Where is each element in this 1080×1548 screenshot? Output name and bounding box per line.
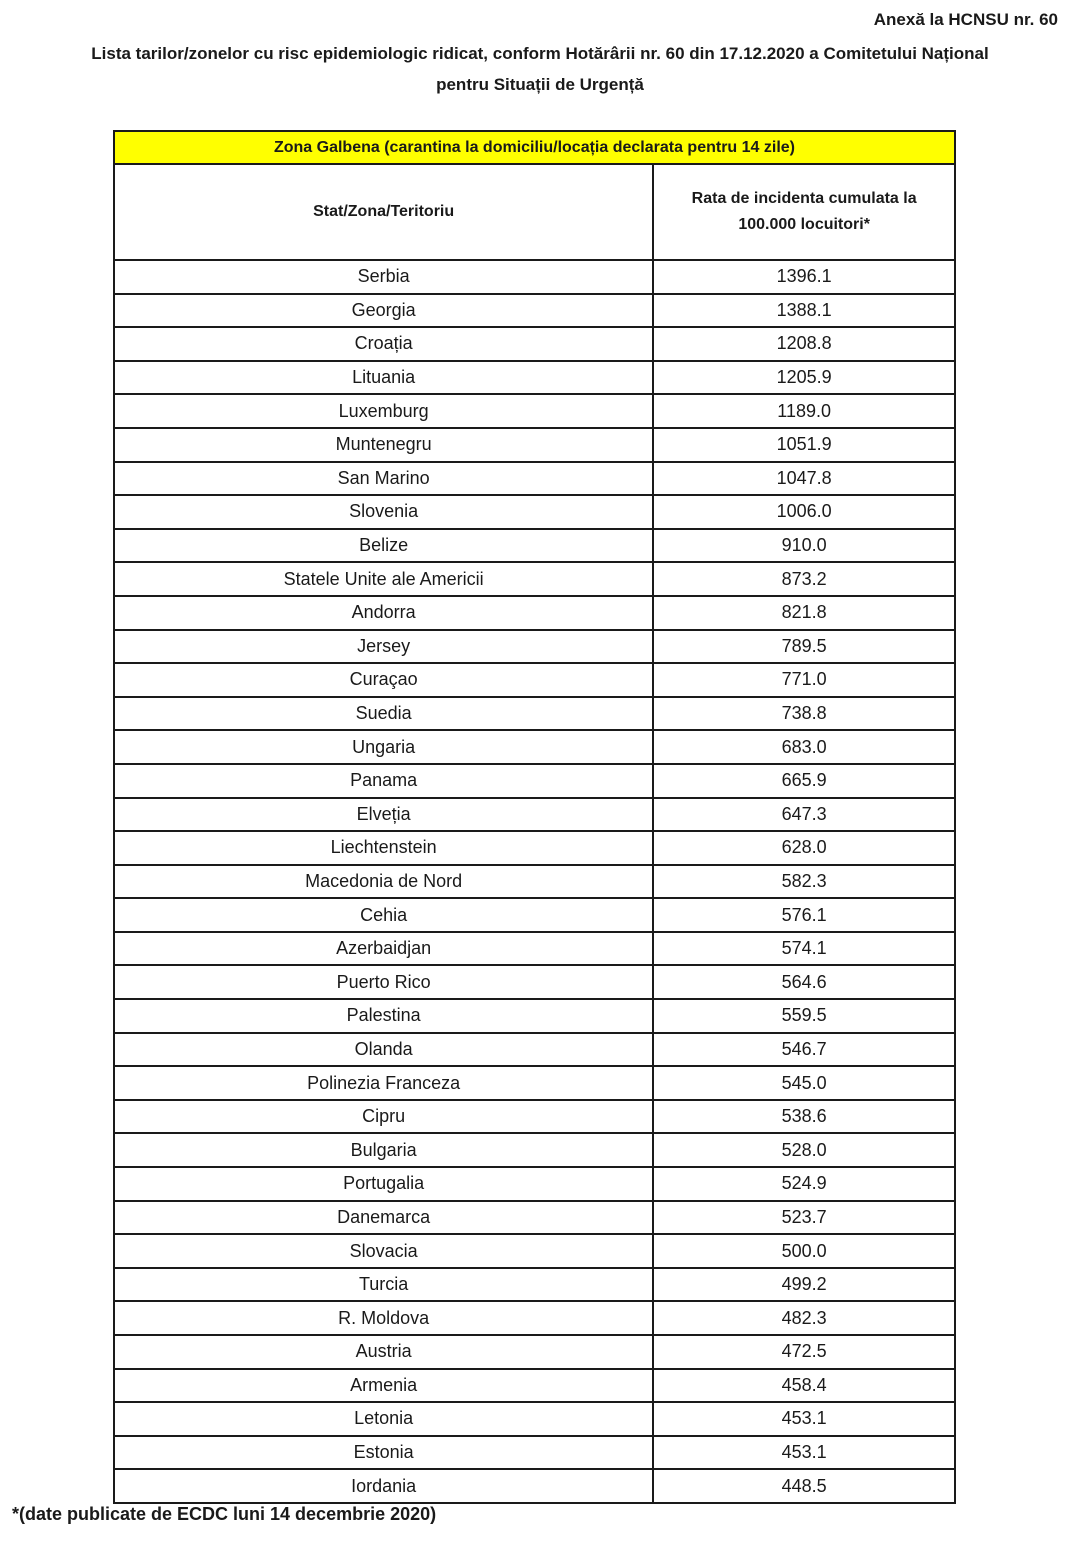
country-cell: Puerto Rico (114, 965, 653, 999)
table-row (114, 361, 955, 395)
rate-cell: 545.0 (653, 1066, 955, 1100)
yellow-zone-table (113, 130, 956, 1504)
rate-cell: 821.8 (653, 596, 955, 630)
country-cell: Luxemburg (114, 394, 653, 428)
rate-cell: 458.4 (653, 1369, 955, 1403)
rate-cell: 574.1 (653, 932, 955, 966)
table-row (114, 1402, 955, 1436)
table-row (114, 965, 955, 999)
table-row (114, 999, 955, 1033)
country-cell: Olanda (114, 1033, 653, 1067)
table-row (114, 932, 955, 966)
table-row (114, 1436, 955, 1470)
country-cell: Panama (114, 764, 653, 798)
rate-cell: 647.3 (653, 798, 955, 832)
rate-cell: 771.0 (653, 663, 955, 697)
table-row (114, 562, 955, 596)
rate-cell: 500.0 (653, 1234, 955, 1268)
country-cell: Statele Unite ale Americii (114, 562, 653, 596)
rate-cell: 559.5 (653, 999, 955, 1033)
table-row (114, 260, 955, 294)
country-cell: R. Moldova (114, 1301, 653, 1335)
table-row (114, 1335, 955, 1369)
country-cell: Georgia (114, 294, 653, 328)
rate-cell: 1051.9 (653, 428, 955, 462)
rate-cell: 448.5 (653, 1469, 955, 1503)
rate-cell: 665.9 (653, 764, 955, 798)
country-cell: Estonia (114, 1436, 653, 1470)
table-row (114, 798, 955, 832)
country-cell: Jersey (114, 630, 653, 664)
rate-cell: 1189.0 (653, 394, 955, 428)
country-cell: Slovacia (114, 1234, 653, 1268)
country-cell: Cipru (114, 1100, 653, 1134)
table-row (114, 1234, 955, 1268)
country-cell: Azerbaidjan (114, 932, 653, 966)
table-row (114, 898, 955, 932)
rate-cell: 738.8 (653, 697, 955, 731)
table-row (114, 1469, 955, 1503)
table-row (114, 663, 955, 697)
rate-header-line-1: Rata de incidenta cumulata la (691, 190, 917, 207)
table-row (114, 495, 955, 529)
country-cell: Portugalia (114, 1167, 653, 1201)
table-row (114, 1201, 955, 1235)
country-cell: Danemarca (114, 1201, 653, 1235)
country-cell: Iordania (114, 1469, 653, 1503)
table-row (114, 730, 955, 764)
country-cell: Polinezia Franceza (114, 1066, 653, 1100)
table-row (114, 1301, 955, 1335)
country-cell: Curaçao (114, 663, 653, 697)
rate-cell: 523.7 (653, 1201, 955, 1235)
rate-cell: 582.3 (653, 865, 955, 899)
rate-cell: 1006.0 (653, 495, 955, 529)
title-line-2: pentru Situații de Urgență (436, 75, 644, 94)
document-title (0, 38, 1080, 100)
table-row (114, 1066, 955, 1100)
country-cell: Croația (114, 327, 653, 361)
table-row (114, 596, 955, 630)
rate-cell: 1388.1 (653, 294, 955, 328)
country-cell: Liechtenstein (114, 831, 653, 865)
title-line-1: Lista tarilor/zonelor cu risc epidemiologic ridicat, conform Hotărârii nr. 60 din 17.12.2020 a Comitetului Național (91, 44, 989, 63)
table-row (114, 462, 955, 496)
country-cell: Letonia (114, 1402, 653, 1436)
table-row (114, 697, 955, 731)
country-cell: Austria (114, 1335, 653, 1369)
table-row (114, 294, 955, 328)
table-row (114, 865, 955, 899)
rate-header-line-2: 100.000 locuitori* (738, 216, 870, 233)
table-body (114, 260, 955, 1503)
zone-header: Zona Galbena (carantina la domiciliu/locația declarata pentru 14 zile) (114, 131, 955, 164)
country-cell: San Marino (114, 462, 653, 496)
rate-cell: 453.1 (653, 1436, 955, 1470)
table-row (114, 428, 955, 462)
rate-cell: 910.0 (653, 529, 955, 563)
table-row (114, 327, 955, 361)
country-cell: Andorra (114, 596, 653, 630)
table-row (114, 831, 955, 865)
country-cell: Palestina (114, 999, 653, 1033)
rate-cell: 546.7 (653, 1033, 955, 1067)
rate-cell: 873.2 (653, 562, 955, 596)
country-cell: Slovenia (114, 495, 653, 529)
country-cell: Cehia (114, 898, 653, 932)
rate-cell: 538.6 (653, 1100, 955, 1134)
country-cell: Elveția (114, 798, 653, 832)
rate-cell: 576.1 (653, 898, 955, 932)
table-row (114, 630, 955, 664)
column-header-country: Stat/Zona/Teritoriu (114, 164, 653, 260)
country-cell: Ungaria (114, 730, 653, 764)
table-row (114, 529, 955, 563)
country-cell: Turcia (114, 1268, 653, 1302)
rate-cell: 453.1 (653, 1402, 955, 1436)
table-row (114, 1133, 955, 1167)
rate-cell: 528.0 (653, 1133, 955, 1167)
table-row (114, 1167, 955, 1201)
column-header-rate (653, 164, 955, 260)
rate-cell: 628.0 (653, 831, 955, 865)
country-cell: Muntenegru (114, 428, 653, 462)
country-cell: Lituania (114, 361, 653, 395)
rate-cell: 482.3 (653, 1301, 955, 1335)
rate-cell: 472.5 (653, 1335, 955, 1369)
rate-cell: 1208.8 (653, 327, 955, 361)
country-cell: Belize (114, 529, 653, 563)
country-cell: Armenia (114, 1369, 653, 1403)
rate-cell: 524.9 (653, 1167, 955, 1201)
country-cell: Suedia (114, 697, 653, 731)
table-row (114, 764, 955, 798)
rate-cell: 499.2 (653, 1268, 955, 1302)
table-row (114, 394, 955, 428)
footnote: *(date publicate de ECDC luni 14 decembrie 2020) (12, 1504, 437, 1524)
country-cell: Serbia (114, 260, 653, 294)
rate-cell: 1047.8 (653, 462, 955, 496)
table-row (114, 1268, 955, 1302)
table-row (114, 1033, 955, 1067)
country-cell: Bulgaria (114, 1133, 653, 1167)
table-row (114, 1100, 955, 1134)
rate-cell: 1205.9 (653, 361, 955, 395)
rate-cell: 789.5 (653, 630, 955, 664)
country-cell: Macedonia de Nord (114, 865, 653, 899)
rate-cell: 683.0 (653, 730, 955, 764)
annex-label: Anexă la HCNSU nr. 60 (873, 10, 1058, 29)
rate-cell: 564.6 (653, 965, 955, 999)
rate-cell: 1396.1 (653, 260, 955, 294)
table-row (114, 1369, 955, 1403)
